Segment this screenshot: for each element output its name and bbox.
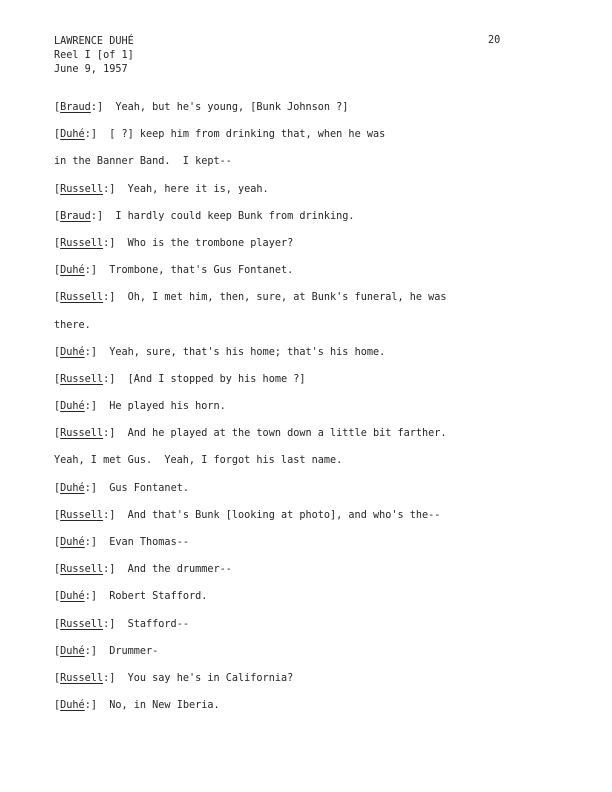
utterance-text: Oh, I met him, then, sure, at Bunk's funeral, he was [127, 292, 447, 304]
speaker-bracket-open: [ [54, 401, 61, 413]
speaker-name: Russell [60, 237, 104, 249]
speaker-name: Russell [60, 509, 104, 521]
transcript-line [54, 237, 554, 264]
speaker-bracket-open: [ [54, 645, 61, 657]
speaker-bracket-close: :] [103, 237, 128, 249]
utterance-text: Yeah, here it is, yeah. [127, 183, 269, 195]
utterance-text: Yeah, but he's young, [Bunk Johnson ?] [115, 102, 349, 113]
speaker-bracket-close: :] [103, 564, 128, 576]
speaker-name: Duhé [60, 537, 85, 548]
interviewee-name: LAWRENCE DUHÉ [54, 36, 134, 47]
utterance-text: No, in New Iberia. [109, 700, 220, 712]
speaker-bracket-open: [ [54, 700, 61, 712]
transcript-line [54, 563, 554, 590]
speaker-name: Russell [60, 292, 104, 304]
utterance-text: And the drummer-- [127, 564, 232, 576]
speaker-name: Duhé [60, 645, 85, 657]
speaker-bracket-close: :] [103, 618, 128, 630]
transcript-line [54, 319, 554, 346]
utterance-text: I hardly could keep Bunk from drinking. [115, 210, 355, 222]
transcript-line [54, 128, 554, 155]
utterance-text: Evan Thomas-- [109, 537, 189, 548]
transcript-line [54, 536, 554, 563]
speaker-bracket-close: :] [84, 591, 110, 603]
speaker-name: Russell [60, 672, 104, 684]
interview-date: June 9, 1957 [54, 64, 128, 75]
utterance-text: He played his horn. [109, 401, 226, 413]
utterance-text: there. [54, 319, 91, 331]
speaker-bracket-open: [ [54, 482, 61, 494]
speaker-bracket-close: :] [84, 482, 110, 494]
speaker-name: Duhé [60, 700, 85, 712]
transcript-line [54, 645, 554, 672]
speaker-bracket-open: [ [54, 537, 61, 548]
utterance-text: Gus Fontanet. [109, 482, 189, 494]
speaker-bracket-close: :] [84, 129, 110, 141]
speaker-name: Duhé [60, 401, 85, 413]
speaker-name: Braud [60, 210, 91, 222]
speaker-bracket-close: :] [84, 537, 110, 548]
document-header [54, 35, 134, 77]
transcript-line [54, 618, 554, 645]
transcript-line [54, 427, 554, 454]
transcript-line [54, 183, 554, 210]
transcript-line [54, 699, 554, 726]
speaker-bracket-close: :] [103, 672, 128, 684]
speaker-name: Duhé [60, 346, 85, 358]
speaker-bracket-close: :] [103, 428, 128, 440]
speaker-bracket-close: :] [90, 102, 116, 113]
speaker-bracket-close: :] [84, 265, 110, 277]
transcript-line [54, 155, 554, 182]
utterance-text: [ ?] keep him from drinking that, when he was [109, 129, 386, 141]
speaker-bracket-open: [ [54, 672, 61, 684]
speaker-bracket-close: :] [84, 645, 110, 657]
speaker-bracket-close: :] [103, 373, 128, 385]
speaker-name: Russell [60, 564, 104, 576]
transcript-line [54, 482, 554, 509]
speaker-name: Duhé [60, 129, 85, 141]
speaker-bracket-open: [ [54, 564, 61, 576]
speaker-bracket-close: :] [90, 210, 116, 222]
utterance-text: in the Banner Band. I kept-- [54, 156, 232, 168]
speaker-name: Duhé [60, 265, 85, 277]
utterance-text: Yeah, sure, that's his home; that's his home. [109, 346, 386, 358]
transcript-line [54, 101, 554, 128]
speaker-name: Russell [60, 183, 104, 195]
transcript-line [54, 509, 554, 536]
utterance-text: You say he's in California? [127, 672, 294, 684]
speaker-name: Duhé [60, 591, 85, 603]
speaker-bracket-close: :] [84, 346, 110, 358]
speaker-bracket-close: :] [84, 401, 110, 413]
speaker-bracket-close: :] [84, 700, 110, 712]
speaker-bracket-open: [ [54, 210, 61, 222]
transcript-line [54, 346, 554, 373]
speaker-bracket-close: :] [103, 183, 128, 195]
utterance-text: [And I stopped by his home ?] [127, 373, 306, 385]
speaker-name: Russell [60, 618, 104, 630]
speaker-bracket-close: :] [103, 509, 128, 521]
reel-label: Reel I [of 1] [54, 50, 134, 61]
transcript-body [54, 101, 554, 726]
speaker-bracket-open: [ [54, 102, 61, 113]
speaker-bracket-open: [ [54, 428, 61, 440]
utterance-text: Yeah, I met Gus. Yeah, I forgot his last name. [54, 455, 343, 467]
utterance-text: Robert Stafford. [109, 591, 208, 603]
speaker-bracket-open: [ [54, 265, 61, 277]
speaker-name: Russell [60, 428, 104, 440]
speaker-name: Duhé [60, 482, 85, 494]
speaker-bracket-open: [ [54, 373, 61, 385]
speaker-bracket-close: :] [103, 292, 128, 304]
transcript-line [54, 210, 554, 237]
speaker-bracket-open: [ [54, 183, 61, 195]
utterance-text: Who is the trombone player? [127, 237, 294, 249]
utterance-text: Stafford-- [127, 618, 189, 630]
speaker-bracket-open: [ [54, 591, 61, 603]
speaker-bracket-open: [ [54, 346, 61, 358]
transcript-line [54, 454, 554, 481]
transcript-line [54, 400, 554, 427]
utterance-text: Trombone, that's Gus Fontanet. [109, 265, 294, 277]
speaker-bracket-open: [ [54, 237, 61, 249]
speaker-bracket-open: [ [54, 129, 61, 141]
transcript-line [54, 264, 554, 291]
speaker-bracket-open: [ [54, 509, 61, 521]
speaker-name: Russell [60, 373, 104, 385]
transcript-line [54, 590, 554, 617]
transcript-line [54, 291, 554, 318]
page-number: 20 [488, 35, 501, 46]
transcript-line [54, 373, 554, 400]
speaker-name: Braud [60, 102, 91, 113]
speaker-bracket-open: [ [54, 618, 61, 630]
transcript-line [54, 672, 554, 699]
utterance-text: Drummer- [109, 645, 159, 657]
utterance-text: And that's Bunk [looking at photo], and who's the-- [127, 509, 441, 521]
speaker-bracket-open: [ [54, 292, 61, 304]
utterance-text: And he played at the town down a little bit farther. [127, 428, 447, 440]
